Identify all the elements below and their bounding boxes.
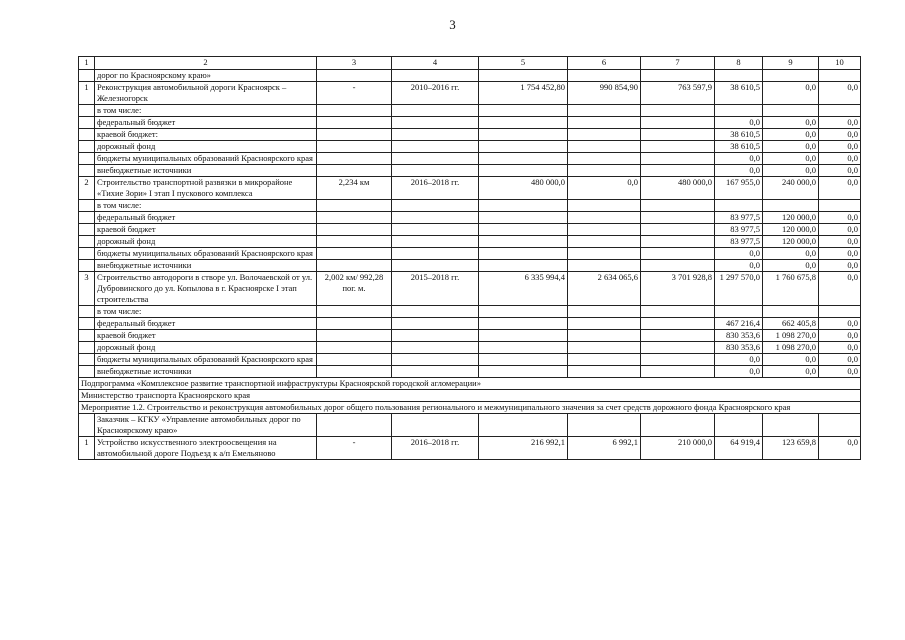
- cell-col-5: [479, 330, 568, 342]
- empty-cell: [568, 414, 641, 437]
- cell-col-2: Строительство автодороги в створе ул. Волочаевской от ул. Дубровинского до ул. Копылова в г. Красноярске I этап строительства: [95, 272, 317, 306]
- table-row: [79, 105, 861, 117]
- customer-row: [79, 414, 861, 437]
- cell-col-6: [568, 260, 641, 272]
- cell-col-3: [317, 70, 392, 82]
- cell-col-6: 2 634 065,6: [568, 272, 641, 306]
- cell-col-3: [317, 318, 392, 330]
- cell-col-6: [568, 306, 641, 318]
- header-row: [79, 57, 861, 70]
- cell-col-10: [819, 200, 861, 212]
- cell-col-1: [79, 200, 95, 212]
- empty-cell: [641, 414, 715, 437]
- cell-col-7: [641, 306, 715, 318]
- cell-col-1: [79, 342, 95, 354]
- cell-col-8: 467 216,4: [715, 318, 763, 330]
- cell-col-9: 120 000,0: [763, 236, 819, 248]
- cell-col-5: [479, 70, 568, 82]
- cell-col-5: [479, 224, 568, 236]
- cell-col-2: федеральный бюджет: [95, 318, 317, 330]
- cell-col-4: [392, 70, 479, 82]
- cell-col-10: 0,0: [819, 177, 861, 200]
- cell-col-9: 0,0: [763, 82, 819, 105]
- cell-col-4: 2016–2018 гг.: [392, 177, 479, 200]
- cell-col-7: [641, 70, 715, 82]
- cell-col-9: 1 760 675,8: [763, 272, 819, 306]
- empty-cell: [479, 414, 568, 437]
- cell-col-3: 2,002 км/ 992,28 пог. м.: [317, 272, 392, 306]
- cell-col-3: [317, 129, 392, 141]
- cell-col-10: 0,0: [819, 141, 861, 153]
- subprogram-row: [79, 378, 861, 390]
- cell-col-7: [641, 165, 715, 177]
- col-header: 2: [95, 57, 317, 70]
- cell-col-2: бюджеты муниципальных образований Красноярского края: [95, 248, 317, 260]
- cell-col-2: Строительство транспортной развязки в микрорайоне «Тихие Зори» I этап I пускового комплекса: [95, 177, 317, 200]
- cell-col-9: 0,0: [763, 354, 819, 366]
- cell-col-10: 0,0: [819, 437, 861, 460]
- cell-col-8: [715, 70, 763, 82]
- table-row: [79, 342, 861, 354]
- cell-col-4: [392, 318, 479, 330]
- table-row: [79, 129, 861, 141]
- cell-col-1: [79, 153, 95, 165]
- cell-col-2: краевой бюджет: [95, 224, 317, 236]
- empty-cell: [715, 414, 763, 437]
- cell-col-8: 38 610,5: [715, 141, 763, 153]
- cell-col-9: 0,0: [763, 153, 819, 165]
- cell-col-3: [317, 342, 392, 354]
- table-row: [79, 236, 861, 248]
- cell-col-1: [79, 212, 95, 224]
- cell-col-1: [79, 306, 95, 318]
- cell-col-4: 2015–2018 гг.: [392, 272, 479, 306]
- cell-col-7: [641, 224, 715, 236]
- table-row: [79, 366, 861, 378]
- cell-col-1: 3: [79, 272, 95, 306]
- col-header: 5: [479, 57, 568, 70]
- cell-col-6: [568, 200, 641, 212]
- col-header: 4: [392, 57, 479, 70]
- table-row: [79, 260, 861, 272]
- cell-col-10: 0,0: [819, 248, 861, 260]
- col-header: 9: [763, 57, 819, 70]
- cell-col-2: краевой бюджет:: [95, 129, 317, 141]
- cell-col-7: [641, 366, 715, 378]
- cell-col-4: [392, 141, 479, 153]
- cell-col-6: 0,0: [568, 177, 641, 200]
- col-header: 3: [317, 57, 392, 70]
- cell-col-10: [819, 70, 861, 82]
- table-row: [79, 272, 861, 306]
- cell-col-5: [479, 105, 568, 117]
- cell-col-4: [392, 248, 479, 260]
- cell-col-2: федеральный бюджет: [95, 117, 317, 129]
- cell-col-6: 6 992,1: [568, 437, 641, 460]
- table-row: [79, 306, 861, 318]
- cell-col-6: [568, 117, 641, 129]
- cell-col-9: 0,0: [763, 141, 819, 153]
- cell-col-6: 990 854,90: [568, 82, 641, 105]
- cell-col-5: [479, 306, 568, 318]
- cell-col-2: внебюджетные источники: [95, 260, 317, 272]
- cell-col-3: [317, 141, 392, 153]
- cell-col-10: 0,0: [819, 153, 861, 165]
- cell-col-9: 0,0: [763, 260, 819, 272]
- cell-col-6: [568, 366, 641, 378]
- cell-col-10: [819, 306, 861, 318]
- cell-col-8: 0,0: [715, 354, 763, 366]
- cell-col-7: [641, 200, 715, 212]
- cell-col-7: [641, 330, 715, 342]
- cell-col-8: 0,0: [715, 366, 763, 378]
- table-row: [79, 248, 861, 260]
- cell-col-3: [317, 354, 392, 366]
- cell-col-8: 830 353,6: [715, 342, 763, 354]
- cell-col-8: 0,0: [715, 165, 763, 177]
- cell-col-10: 0,0: [819, 224, 861, 236]
- cell-col-3: [317, 105, 392, 117]
- cell-col-3: [317, 224, 392, 236]
- cell-col-7: [641, 212, 715, 224]
- cell-col-5: [479, 318, 568, 330]
- cell-col-9: [763, 306, 819, 318]
- cell-col-2: краевой бюджет: [95, 330, 317, 342]
- cell-col-3: [317, 165, 392, 177]
- cell-col-7: [641, 236, 715, 248]
- cell-col-5: [479, 236, 568, 248]
- cell-col-8: [715, 306, 763, 318]
- cell-col-3: -: [317, 437, 392, 460]
- cell-col-5: [479, 354, 568, 366]
- cell-col-9: 0,0: [763, 165, 819, 177]
- cell-col-6: [568, 318, 641, 330]
- cell-col-3: [317, 200, 392, 212]
- table-row: [79, 141, 861, 153]
- cell-col-2: бюджеты муниципальных образований Красноярского края: [95, 153, 317, 165]
- cell-col-8: 0,0: [715, 153, 763, 165]
- table-row: [79, 212, 861, 224]
- ministry-row-text: Министерство транспорта Красноярского края: [79, 390, 861, 402]
- cell-col-2: в том числе:: [95, 200, 317, 212]
- cell-col-10: 0,0: [819, 272, 861, 306]
- cell-col-7: 480 000,0: [641, 177, 715, 200]
- cell-col-4: [392, 200, 479, 212]
- cell-col-3: [317, 236, 392, 248]
- empty-cell: [819, 414, 861, 437]
- table-row: [79, 70, 861, 82]
- cell-col-10: 0,0: [819, 212, 861, 224]
- cell-col-5: [479, 260, 568, 272]
- customer-text: Заказчик – КГКУ «Управление автомобильных дорог по Красноярскому краю»: [95, 414, 317, 437]
- table-row: [79, 117, 861, 129]
- cell-col-10: 0,0: [819, 260, 861, 272]
- cell-col-10: 0,0: [819, 165, 861, 177]
- cell-col-6: [568, 153, 641, 165]
- cell-col-3: [317, 212, 392, 224]
- cell-col-5: 1 754 452,80: [479, 82, 568, 105]
- cell-col-10: [819, 105, 861, 117]
- cell-col-4: [392, 354, 479, 366]
- cell-col-3: [317, 306, 392, 318]
- cell-col-10: 0,0: [819, 366, 861, 378]
- cell-col-7: [641, 342, 715, 354]
- table-row-last: [79, 437, 861, 460]
- cell-col-8: 0,0: [715, 248, 763, 260]
- cell-col-2: бюджеты муниципальных образований Красноярского края: [95, 354, 317, 366]
- cell-col-7: [641, 105, 715, 117]
- measure-row-text: Мероприятие 1.2. Строительство и реконструкция автомобильных дорог общего пользования регионального и межмуниципального значения за счет средств дорожного фонда Красноярского края: [79, 402, 861, 414]
- cell-col-8: 83 977,5: [715, 224, 763, 236]
- cell-col-6: [568, 342, 641, 354]
- cell-col-5: [479, 129, 568, 141]
- cell-col-2: Устройство искусственного электроосвещения на автомобильной дороге Подъезд к а/п Емельяново: [95, 437, 317, 460]
- cell-col-4: [392, 342, 479, 354]
- cell-col-7: [641, 141, 715, 153]
- cell-col-9: 240 000,0: [763, 177, 819, 200]
- cell-col-8: [715, 105, 763, 117]
- cell-col-8: 83 977,5: [715, 212, 763, 224]
- cell-col-1: [79, 236, 95, 248]
- cell-col-8: 64 919,4: [715, 437, 763, 460]
- cell-col-6: [568, 224, 641, 236]
- table-row: [79, 330, 861, 342]
- cell-col-7: [641, 117, 715, 129]
- col-header: 10: [819, 57, 861, 70]
- cell-col-4: [392, 306, 479, 318]
- cell-col-5: [479, 153, 568, 165]
- cell-col-3: -: [317, 82, 392, 105]
- cell-col-2: внебюджетные источники: [95, 165, 317, 177]
- cell-col-4: [392, 224, 479, 236]
- cell-col-9: [763, 105, 819, 117]
- cell-col-6: [568, 212, 641, 224]
- cell-col-2: федеральный бюджет: [95, 212, 317, 224]
- table-row: [79, 200, 861, 212]
- cell-col-3: [317, 330, 392, 342]
- cell-col-9: 0,0: [763, 117, 819, 129]
- cell-col-2: дорожный фонд: [95, 342, 317, 354]
- cell-col-5: [479, 366, 568, 378]
- cell-col-9: 662 405,8: [763, 318, 819, 330]
- cell-col-8: 0,0: [715, 117, 763, 129]
- cell-col-9: 120 000,0: [763, 212, 819, 224]
- subprogram-row-text: Подпрограмма «Комплексное развитие транспортной инфраструктуры Красноярской городской агломерации»: [79, 378, 861, 390]
- cell-col-4: 2016–2018 гг.: [392, 437, 479, 460]
- cell-col-8: 830 353,6: [715, 330, 763, 342]
- col-header: 1: [79, 57, 95, 70]
- cell-col-6: [568, 248, 641, 260]
- empty-cell: [79, 414, 95, 437]
- cell-col-7: 210 000,0: [641, 437, 715, 460]
- cell-col-5: [479, 342, 568, 354]
- cell-col-1: [79, 260, 95, 272]
- cell-col-9: 0,0: [763, 366, 819, 378]
- cell-col-9: 0,0: [763, 248, 819, 260]
- table-row: [79, 165, 861, 177]
- cell-col-4: [392, 153, 479, 165]
- table-row: [79, 354, 861, 366]
- cell-col-1: [79, 224, 95, 236]
- cell-col-8: 167 955,0: [715, 177, 763, 200]
- cell-col-7: [641, 318, 715, 330]
- cell-col-4: [392, 366, 479, 378]
- cell-col-3: [317, 248, 392, 260]
- cell-col-8: 83 977,5: [715, 236, 763, 248]
- cell-col-8: 38 610,5: [715, 129, 763, 141]
- cell-col-4: [392, 330, 479, 342]
- cell-col-7: [641, 153, 715, 165]
- cell-col-7: [641, 260, 715, 272]
- table-body: [79, 57, 861, 460]
- cell-col-7: [641, 354, 715, 366]
- cell-col-6: [568, 354, 641, 366]
- cell-col-2: дорожный фонд: [95, 236, 317, 248]
- cell-col-1: [79, 70, 95, 82]
- cell-col-6: [568, 330, 641, 342]
- empty-cell: [317, 414, 392, 437]
- cell-col-8: 38 610,5: [715, 82, 763, 105]
- cell-col-4: [392, 212, 479, 224]
- page-number: 3: [449, 17, 456, 32]
- table-row: [79, 82, 861, 105]
- cell-col-5: [479, 141, 568, 153]
- cell-col-1: [79, 129, 95, 141]
- cell-col-1: [79, 318, 95, 330]
- cell-col-9: 123 659,8: [763, 437, 819, 460]
- cell-col-7: 763 597,9: [641, 82, 715, 105]
- cell-col-1: [79, 105, 95, 117]
- cell-col-10: 0,0: [819, 354, 861, 366]
- cell-col-4: [392, 105, 479, 117]
- empty-cell: [392, 414, 479, 437]
- cell-col-9: 1 098 270,0: [763, 342, 819, 354]
- cell-col-3: 2,234 км: [317, 177, 392, 200]
- cell-col-1: [79, 141, 95, 153]
- cell-col-10: 0,0: [819, 117, 861, 129]
- cell-col-10: 0,0: [819, 82, 861, 105]
- cell-col-4: [392, 260, 479, 272]
- cell-col-1: [79, 354, 95, 366]
- budget-table: [78, 56, 861, 460]
- cell-col-1: [79, 330, 95, 342]
- cell-col-2: внебюджетные источники: [95, 366, 317, 378]
- cell-col-10: 0,0: [819, 318, 861, 330]
- cell-col-4: 2010–2016 гг.: [392, 82, 479, 105]
- col-header: 6: [568, 57, 641, 70]
- cell-col-9: [763, 70, 819, 82]
- ministry-row: [79, 390, 861, 402]
- cell-col-5: [479, 200, 568, 212]
- cell-col-4: [392, 129, 479, 141]
- cell-col-6: [568, 70, 641, 82]
- cell-col-2: дорог по Красноярскому краю»: [95, 70, 317, 82]
- cell-col-9: 0,0: [763, 129, 819, 141]
- cell-col-2: Реконструкция автомобильной дороги Красноярск – Железногорск: [95, 82, 317, 105]
- cell-col-9: 1 098 270,0: [763, 330, 819, 342]
- cell-col-5: 216 992,1: [479, 437, 568, 460]
- cell-col-7: [641, 129, 715, 141]
- cell-col-1: 2: [79, 177, 95, 200]
- cell-col-1: [79, 165, 95, 177]
- cell-col-7: 3 701 928,8: [641, 272, 715, 306]
- cell-col-5: [479, 117, 568, 129]
- cell-col-3: [317, 260, 392, 272]
- cell-col-6: [568, 105, 641, 117]
- cell-col-5: [479, 248, 568, 260]
- cell-col-3: [317, 117, 392, 129]
- cell-col-8: 1 297 570,0: [715, 272, 763, 306]
- table-row: [79, 224, 861, 236]
- empty-cell: [763, 414, 819, 437]
- cell-col-2: в том числе:: [95, 105, 317, 117]
- cell-col-7: [641, 248, 715, 260]
- cell-col-9: 120 000,0: [763, 224, 819, 236]
- cell-col-1: [79, 366, 95, 378]
- cell-col-6: [568, 236, 641, 248]
- measure-row: [79, 402, 861, 414]
- cell-col-1: [79, 117, 95, 129]
- cell-col-8: 0,0: [715, 260, 763, 272]
- cell-col-4: [392, 236, 479, 248]
- cell-col-2: в том числе:: [95, 306, 317, 318]
- cell-col-2: дорожный фонд: [95, 141, 317, 153]
- cell-col-6: [568, 165, 641, 177]
- table-row: [79, 153, 861, 165]
- table-row: [79, 318, 861, 330]
- cell-col-8: [715, 200, 763, 212]
- cell-col-5: 480 000,0: [479, 177, 568, 200]
- cell-col-1: [79, 248, 95, 260]
- cell-col-4: [392, 117, 479, 129]
- cell-col-5: [479, 212, 568, 224]
- cell-col-5: [479, 165, 568, 177]
- cell-col-9: [763, 200, 819, 212]
- cell-col-6: [568, 129, 641, 141]
- cell-col-1: 1: [79, 437, 95, 460]
- cell-col-6: [568, 141, 641, 153]
- col-header: 8: [715, 57, 763, 70]
- cell-col-10: 0,0: [819, 330, 861, 342]
- cell-col-10: 0,0: [819, 129, 861, 141]
- cell-col-5: 6 335 994,4: [479, 272, 568, 306]
- cell-col-10: 0,0: [819, 342, 861, 354]
- cell-col-3: [317, 153, 392, 165]
- col-header: 7: [641, 57, 715, 70]
- cell-col-10: 0,0: [819, 236, 861, 248]
- table-row: [79, 177, 861, 200]
- cell-col-3: [317, 366, 392, 378]
- cell-col-1: 1: [79, 82, 95, 105]
- cell-col-4: [392, 165, 479, 177]
